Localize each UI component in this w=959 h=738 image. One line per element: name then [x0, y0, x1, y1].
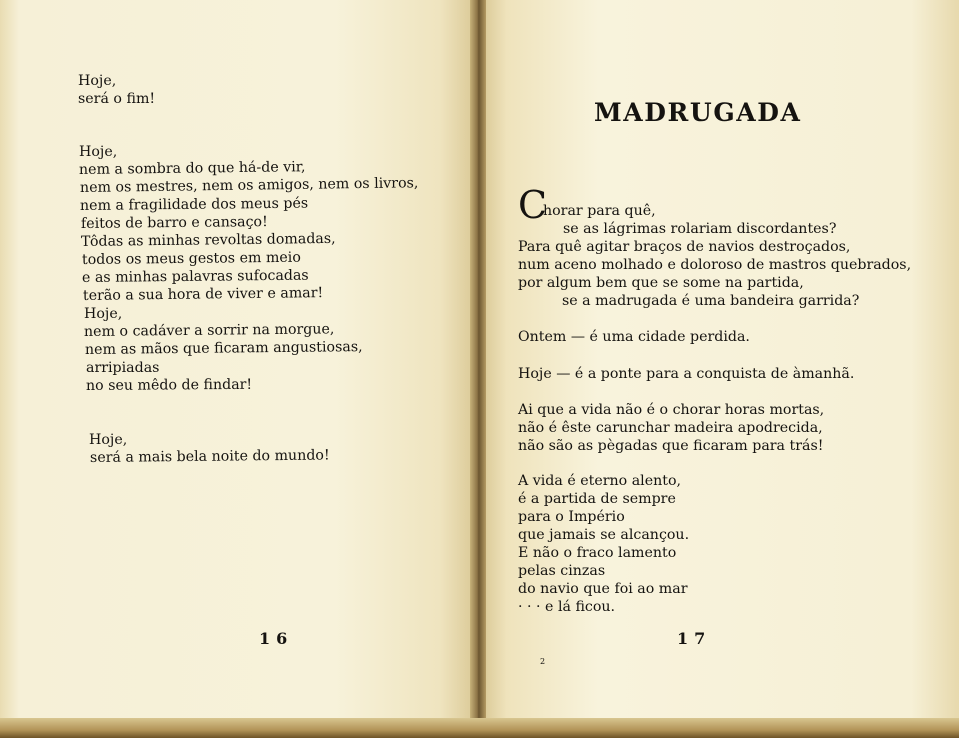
page-number-right: 17	[677, 629, 712, 648]
poem-line: Hoje,	[79, 144, 118, 160]
poem-line: Ai que a vida não é o chorar horas mortas,	[518, 402, 825, 418]
poem-line: Hoje,	[78, 73, 117, 89]
poem-line: se a madrugada é uma bandeira garrida?	[562, 293, 860, 309]
signature-mark: 2	[540, 657, 546, 666]
poem-line: nem os mestres, nem os amigos, nem os livros,	[79, 175, 419, 196]
drop-cap: C	[518, 183, 548, 227]
poem-line: Para quê agitar braços de navios destroçados,	[518, 239, 851, 255]
poem-line: nem a sombra do que há-de vir,	[78, 159, 306, 178]
poem-line: se as lágrimas rolariam discordantes?	[563, 221, 837, 237]
left-page	[0, 0, 478, 738]
poem-line: que jamais se alcançou.	[518, 527, 690, 543]
right-page	[478, 0, 959, 738]
poem-line: num aceno molhado e doloroso de mastros quebrados,	[518, 257, 912, 273]
poem-line: todos os meus gestos em meio	[81, 249, 301, 268]
page-number-left: 16	[259, 629, 294, 648]
poem-line: Hoje,	[89, 432, 128, 448]
poem-line: é a partida de sempre	[518, 491, 676, 507]
poem-line: do navio que foi ao mar	[518, 581, 688, 597]
poem-line: Tôdas as minhas revoltas domadas,	[80, 230, 336, 250]
poem-line: Hoje — é a ponte para a conquista de àmanhã.	[518, 366, 855, 382]
poem-line: pelas cinzas	[518, 563, 606, 579]
book-gutter	[470, 0, 486, 738]
poem-line: Hoje,	[84, 306, 123, 322]
poem-line: feitos de barro e cansaço!	[80, 214, 268, 232]
poem-line: Ontem — é uma cidade perdida.	[518, 329, 750, 345]
poem-line: no seu mêdo de findar!	[85, 376, 253, 394]
poem-line: não é êste carunchar madeira apodrecida,	[518, 420, 823, 436]
page-bottom-edge	[0, 718, 959, 738]
poem-line: por algum bem que se some na partida,	[518, 275, 804, 291]
poem-line: será o fim!	[78, 91, 156, 107]
poem-line: horar para quê,	[543, 203, 656, 219]
poem-line: E não o fraco lamento	[518, 545, 677, 561]
poem-title: MADRUGADA	[594, 98, 802, 127]
poem-line: terão a sua hora de viver e amar!	[82, 285, 324, 304]
poem-line: não são as pègadas que ficaram para trás!	[518, 438, 824, 454]
poem-line: nem o cadáver a sorrir na morgue,	[83, 321, 335, 340]
poem-line: · · · e lá ficou.	[518, 599, 616, 615]
poem-line: A vida é eterno alento,	[518, 473, 682, 489]
poem-line: arripiadas	[86, 360, 160, 376]
poem-line: nem as mãos que ficaram angustiosas,	[84, 339, 363, 358]
poem-line: e as minhas palavras sufocadas	[81, 267, 309, 286]
poem-line: para o Império	[518, 509, 625, 525]
poem-line: nem a fragilidade dos meus pés	[79, 195, 309, 214]
poem-line: será a mais bela noite do mundo!	[89, 447, 330, 466]
